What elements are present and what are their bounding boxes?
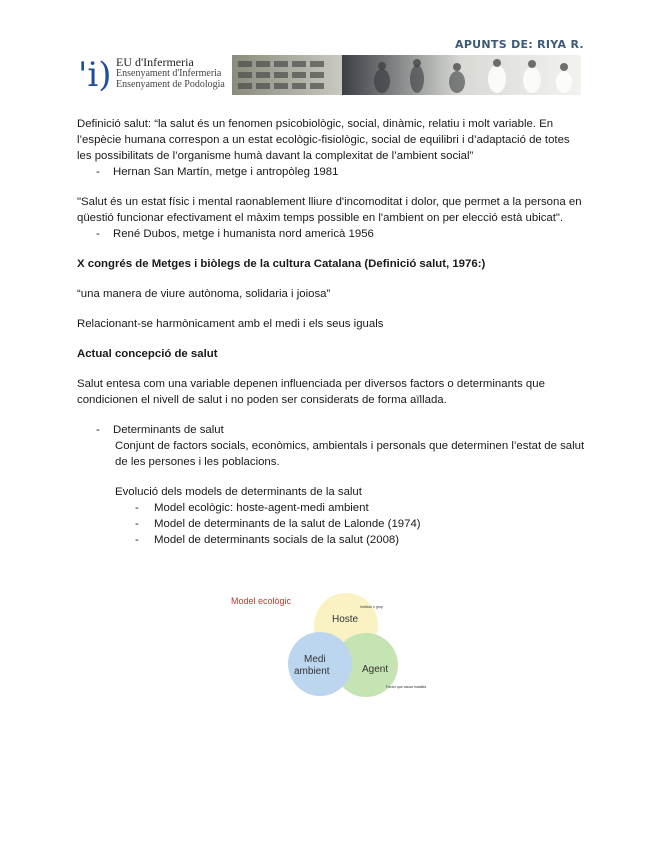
- relation-line: Relacionant-se harmònicament amb el medi i els seus iguals: [77, 318, 384, 330]
- logo-line-school: EU d'Infermeria: [116, 55, 194, 69]
- medi-label-line1: Medi: [304, 654, 326, 665]
- author-2-text: René Dubos, metge i humanista nord americà 1956: [113, 228, 374, 240]
- definition-paragraph-2: "Salut és un estat físic i mental raonablement lliure d'incomoditat i dolor, que permet a la persona en qüestió funcionar efectivament el màxim temps possible en l'ambient on per elecció està ubicat".: [77, 196, 582, 224]
- congress-heading: X congrés de Metges i biòlegs de la cultura Catalana (Definició salut, 1976:): [77, 258, 486, 270]
- definition-paragraph-1: Definició salut: “la salut és un fenomen psicobiològic, social, dinàmic, relatiu i molt variable. En l’espècie humana correspon a un estat ecològic-fisiològic, social de equilibri i d’adaptació de totes les possibilitats de l’organisme humà davant la complexitat de l’ambient social”: [77, 118, 570, 162]
- model-item: - Model ecològic: hoste-agent-medi ambient: [135, 502, 369, 514]
- notes-author-tag: APUNTS DE: RIYA R.: [455, 38, 584, 51]
- current-concept-paragraph: Salut entesa com una variable depenen influenciada per diversos factors o determinants que condicionen el nivell de salut i no poden ser considerats de forma aïllada.: [77, 378, 545, 406]
- author-1-text: Hernan San Martín, metge i antropòleg 1981: [113, 166, 339, 178]
- ecological-model-diagram: [226, 592, 446, 707]
- logo-line-nursing: Ensenyament d'Infermeria: [116, 68, 222, 79]
- determinants-title: Determinants de salut: [113, 424, 224, 436]
- header-banner: [78, 55, 581, 95]
- model-item-text: Model de determinants socials de la salut (2008): [154, 534, 400, 546]
- header-photo-strip: [232, 55, 581, 95]
- agent-note: Factor que causa malaltia: [386, 685, 427, 689]
- school-logo-mark: 'i): [78, 55, 112, 95]
- determinants-description: Conjunt de factors socials, econòmics, ambientals i personals que determinen l’estat de salut de les persones i les poblacions.: [115, 440, 585, 468]
- agent-label: Agent: [362, 664, 389, 675]
- hoste-label: Hoste: [332, 614, 359, 625]
- medi-label-line2: ambient: [294, 666, 330, 677]
- model-item-text: Model de determinants de la salut de Lalonde (1974): [154, 518, 421, 530]
- logo-line-podology: Ensenyament de Podologia: [116, 79, 225, 90]
- models-evolution-title: Evolució dels models de determinants de la salut: [115, 486, 362, 498]
- determinants-item: - Determinants de salut: [96, 424, 224, 436]
- document-body: [77, 116, 587, 548]
- diagram-title: Model ecològic: [231, 596, 292, 606]
- author-attribution-1: - Hernan San Martín, metge i antropòleg 1981: [96, 166, 339, 178]
- congress-quote: “una manera de viure autònoma, solidaria i joiosa”: [77, 288, 331, 300]
- current-concept-heading: Actual concepció de salut: [77, 348, 218, 360]
- model-item: - Model de determinants socials de la salut (2008): [135, 534, 400, 546]
- author-attribution-2: - René Dubos, metge i humanista nord americà 1956: [96, 228, 374, 240]
- model-item: - Model de determinants de la salut de Lalonde (1974): [135, 518, 421, 530]
- model-item-text: Model ecològic: hoste-agent-medi ambient: [154, 502, 369, 514]
- hoste-note: Individu o grup: [360, 605, 383, 609]
- school-logo-text: [116, 57, 225, 90]
